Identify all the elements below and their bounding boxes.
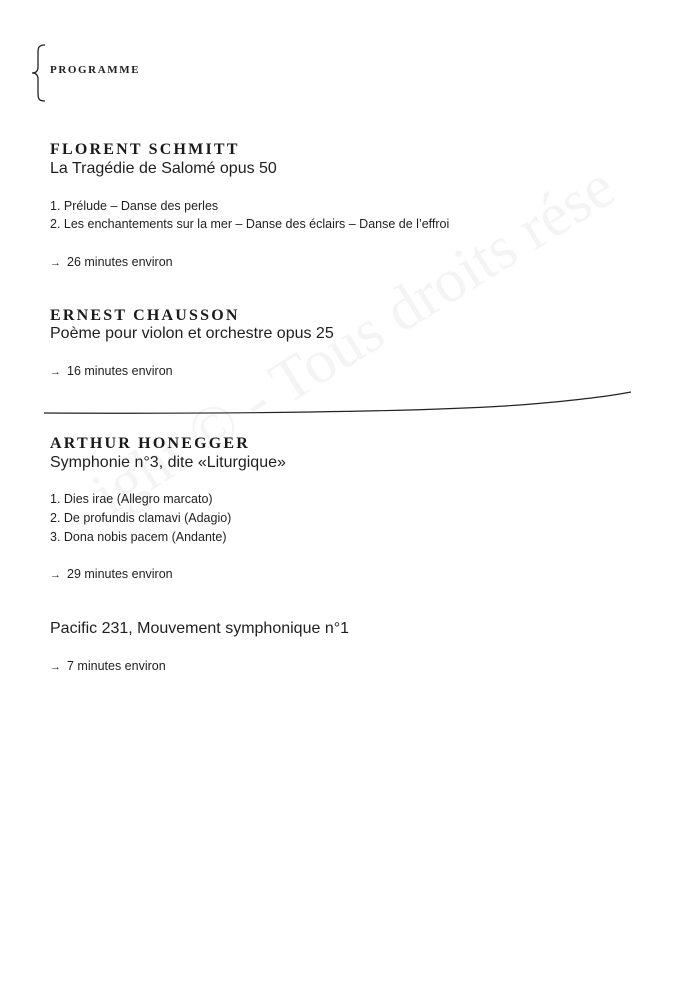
- movement-item: 1. Dies irae (Allegro marcato): [50, 492, 213, 506]
- right-arrow-icon: →: [50, 257, 61, 269]
- programme-label: PROGRAMME: [50, 64, 141, 76]
- right-arrow-icon: →: [50, 366, 61, 378]
- movement-item: 2. De profundis clamavi (Adagio): [50, 511, 232, 525]
- composer-name: FLORENT SCHMITT: [50, 141, 240, 158]
- duration-text: 7 minutes environ: [67, 659, 166, 673]
- right-arrow-icon: →: [50, 569, 61, 581]
- duration: [50, 659, 166, 673]
- duration-text: 26 minutes environ: [67, 255, 173, 269]
- work-title: La Tragédie de Salomé opus 50: [50, 160, 277, 177]
- movement-item: 1. Prélude – Danse des perles: [50, 199, 219, 213]
- work-title: Poème pour violon et orchestre opus 25: [50, 325, 334, 342]
- movement-item: 2. Les enchantements sur la mer – Danse des éclairs – Danse de l’effroi: [50, 217, 450, 231]
- right-arrow-icon: →: [50, 661, 61, 673]
- duration-text: 16 minutes environ: [67, 364, 173, 378]
- movement-item: 3. Dona nobis pacem (Andante): [50, 530, 227, 544]
- duration-text: 29 minutes environ: [67, 567, 173, 581]
- composer-name: ARTHUR HONEGGER: [50, 435, 251, 452]
- work-title: Pacific 231, Mouvement symphonique n°1: [50, 620, 350, 637]
- work-title: Symphonie n°3, dite «Liturgique»: [50, 454, 286, 471]
- composer-name: ERNEST CHAUSSON: [50, 307, 240, 324]
- duration: [50, 567, 173, 581]
